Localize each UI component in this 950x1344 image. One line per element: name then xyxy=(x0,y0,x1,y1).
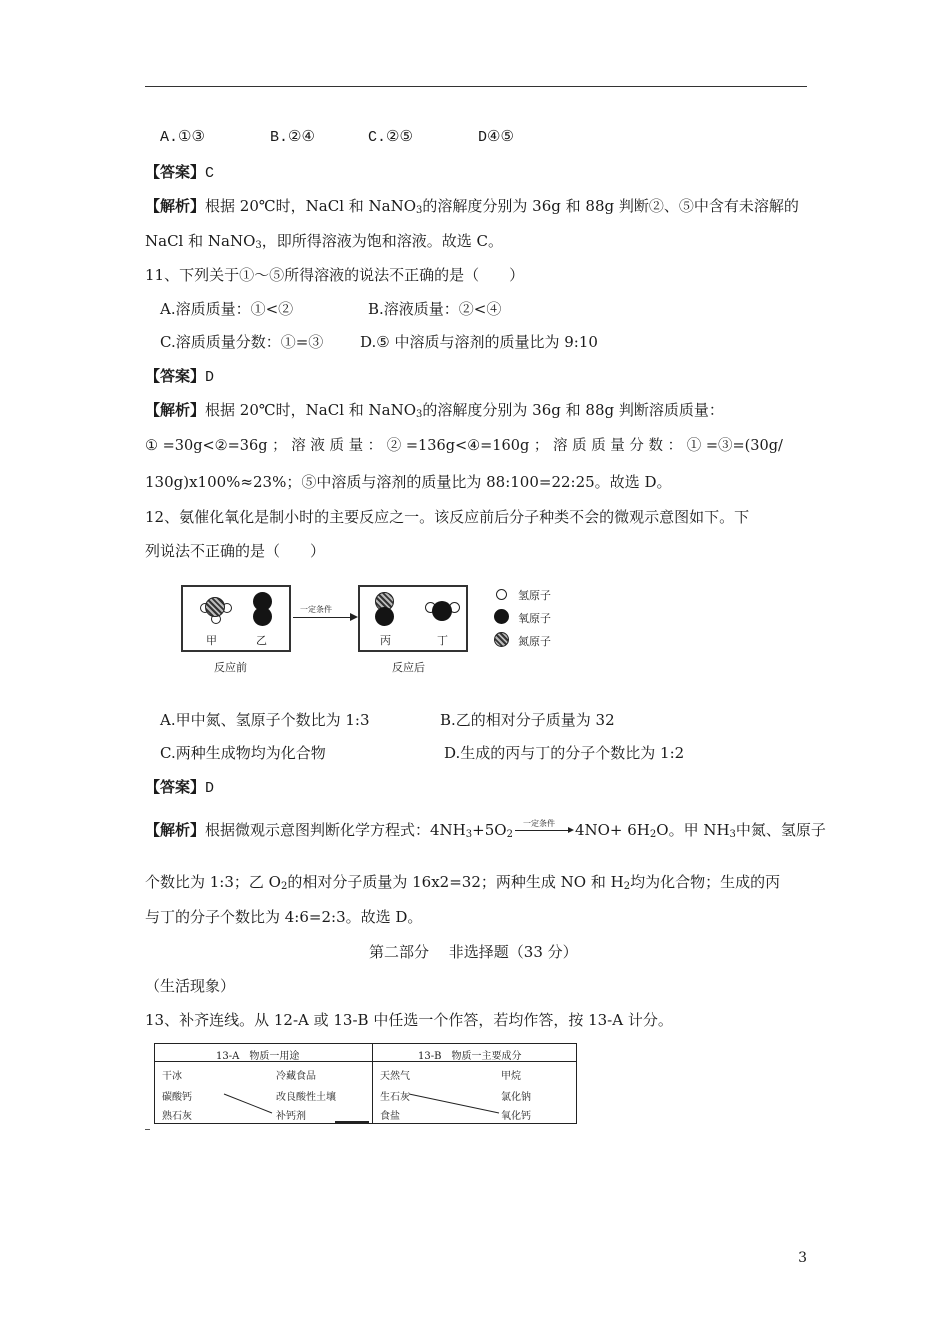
q11-option-c: C.溶质质量分数：①=③ xyxy=(160,333,324,351)
legend-oxygen-icon xyxy=(494,609,509,624)
q12-option-d: D.生成的丙与丁的分子个数比为 1:2 xyxy=(444,744,685,762)
q12-option-b: B.乙的相对分子质量为 32 xyxy=(440,711,615,729)
q10-analysis-line2: NaCl 和 NaNO$_3$，即所得溶液为饱和溶液。故选 C。 xyxy=(145,232,503,251)
table-a-right-2: 补钙剂 xyxy=(276,1111,306,1122)
q12-stem-line1: 12、氨催化氧化是制小时的主要反应之一。该反应前后分子种类不会的微观示意图如下。下 xyxy=(145,508,750,526)
q11-option-d: D.⑤ 中溶质与溶剂的质量比为 9:10 xyxy=(360,333,598,351)
table-a-left-0: 干冰 xyxy=(162,1071,182,1082)
q12-analysis-line2: 个数比为 1:3；乙 $O_2$的相对分子质量为 16x2=32；两种生成 NO 和 $H_2$均为化合物；生成的丙 xyxy=(145,873,781,892)
label-yi: 乙 xyxy=(256,634,267,647)
q12-option-c: C.两种生成物均为化合物 xyxy=(160,744,326,762)
legend-oxygen: 氧原子 xyxy=(518,612,551,625)
table-a-left-1: 碳酸钙 xyxy=(162,1092,192,1103)
connector-line-a xyxy=(224,1094,272,1113)
connector-line-b xyxy=(409,1094,499,1113)
table-a-right-0: 冷藏食品 xyxy=(276,1071,316,1082)
q10-answer: 【答案】C xyxy=(145,163,215,182)
before-caption: 反应前 xyxy=(214,661,247,674)
header-rule xyxy=(145,86,807,87)
q10-option-b: B.②④ xyxy=(270,129,315,146)
q12-analysis-line3: 与丁的分子个数比为 4:6=2:3。故选 D。 xyxy=(145,908,423,926)
table-b-left-2: 食盐 xyxy=(380,1111,400,1122)
q11-answer: 【答案】D xyxy=(145,367,215,386)
table-b-right-0: 甲烷 xyxy=(501,1071,521,1082)
q12-option-a: A.甲中氮、氢原子个数比为 1:3 xyxy=(160,711,370,729)
oxygen-atom xyxy=(375,607,394,626)
label-jia: 甲 xyxy=(206,634,217,647)
q11-analysis-line3: 130g)x100%≈23%；⑤中溶质与溶剂的质量比为 88:100=22:25。故选 D。 xyxy=(145,473,672,491)
oxygen-atom xyxy=(432,601,452,621)
part2-title: 第二部分 非选择题（33 分） xyxy=(369,943,578,961)
q12-analysis-line1: 【解析】根据微观示意图判断化学方程式：$4NH_3+5O_2$ 一定条件 $4NO+ 6H_2O$。甲 $NH_3$中氮、氢原子 xyxy=(145,819,826,840)
legend-nitrogen: 氮原子 xyxy=(518,635,551,648)
arrow-head-icon xyxy=(350,613,358,621)
label-ding: 丁 xyxy=(437,634,448,647)
q11-analysis-line2: ① =30g<②=36g ； 溶 液 质 量 ： ② =136g<④=160g ； 溶 质 质 量 分 数 ： ① =③=(30g/ xyxy=(145,438,783,454)
oxygen-atom xyxy=(253,607,272,626)
equation-arrow: 一定条件 xyxy=(513,824,575,838)
after-caption: 反应后 xyxy=(392,661,425,674)
table-a-left-2: 熟石灰 xyxy=(162,1111,192,1122)
label-bing: 丙 xyxy=(380,634,391,647)
table-b-right-2: 氧化钙 xyxy=(501,1111,531,1122)
connection-lines xyxy=(154,1061,577,1124)
before-box xyxy=(181,585,291,652)
legend-nitrogen-icon xyxy=(494,632,509,647)
q10-analysis-line1: 【解析】根据 20℃时，NaCl 和 NaNO$_3$的溶解度分别为 36g 和 88g 判断②、⑤中含有未溶解的 xyxy=(145,197,799,216)
reaction-arrow xyxy=(293,617,353,618)
q11-option-a: A.溶质质量：①<② xyxy=(160,300,294,318)
table-a-right-1: 改良酸性土壤 xyxy=(276,1092,336,1103)
q12-answer: 【答案】D xyxy=(145,778,215,797)
legend-hydrogen-icon xyxy=(496,589,507,600)
q10-option-c: C.②⑤ xyxy=(368,129,413,146)
arrow-label: 一定条件 xyxy=(300,605,332,614)
table-a-header: 13-A 物质一用途 xyxy=(216,1051,300,1062)
table-b-header: 13-B 物质一主要成分 xyxy=(418,1051,522,1062)
nitrogen-atom xyxy=(205,597,225,617)
q11-analysis-line1: 【解析】根据 20℃时，NaCl 和 NaNO$_3$的溶解度分别为 36g 和 88g 判断溶质质量： xyxy=(145,401,724,420)
q10-option-d: D④⑤ xyxy=(478,129,514,146)
stray-mark xyxy=(145,1129,150,1130)
q10-option-a: A.①③ xyxy=(160,129,205,146)
q12-stem-line2: 列说法不正确的是（ ） xyxy=(145,542,326,560)
legend-hydrogen: 氢原子 xyxy=(518,589,551,602)
table-b-right-1: 氯化钠 xyxy=(501,1092,531,1103)
table-underline-mark xyxy=(335,1121,369,1123)
q13-stem: 13、补齐连线。从 12-A 或 13-B 中任选一个作答，若均作答，按 13-A 计分。 xyxy=(145,1011,673,1029)
page-number: 3 xyxy=(798,1250,807,1266)
table-b-left-1: 生石灰 xyxy=(380,1092,410,1103)
part2-section: （生活现象） xyxy=(145,977,236,995)
q11-stem: 11、下列关于①～⑤所得溶液的说法不正确的是（ ） xyxy=(145,266,525,284)
q11-option-b: B.溶液质量：②<④ xyxy=(368,300,502,318)
table-b-left-0: 天然气 xyxy=(380,1071,410,1082)
